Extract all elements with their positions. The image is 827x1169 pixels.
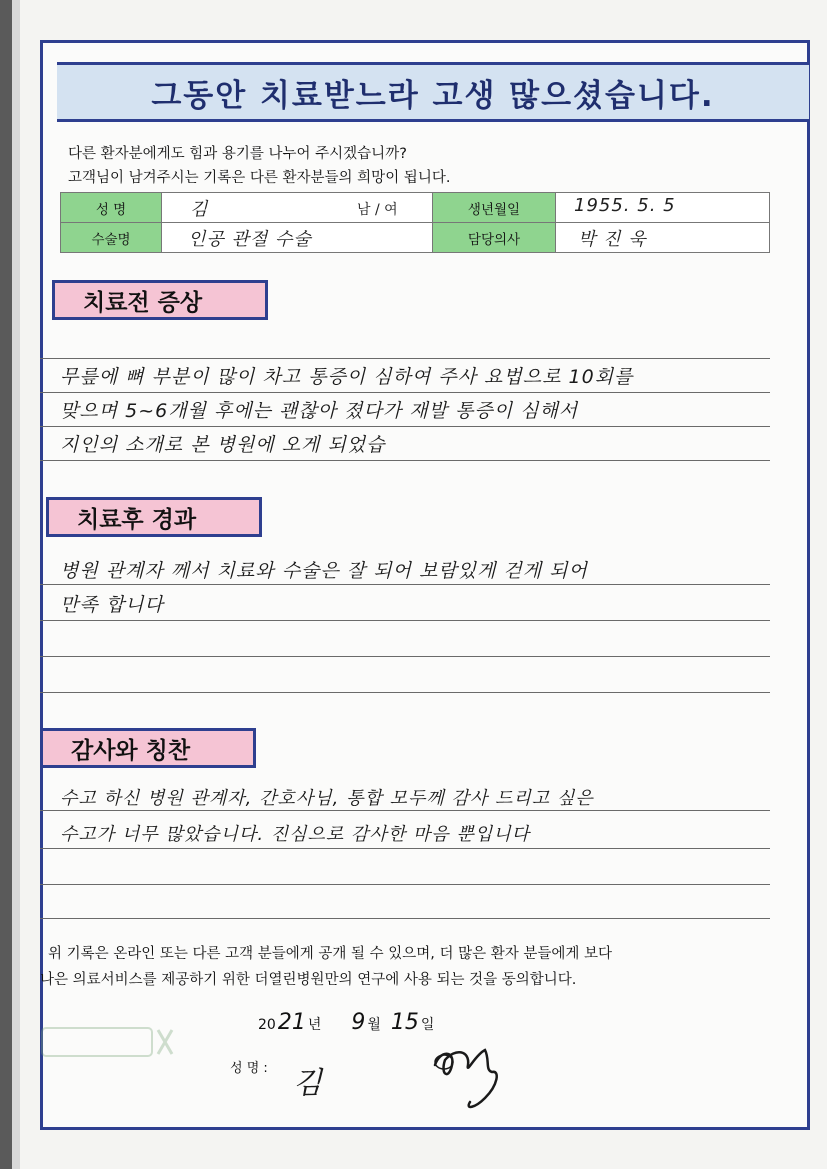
date-year: 21 bbox=[277, 1010, 306, 1035]
surgery-label: 수술명 bbox=[61, 223, 162, 253]
ruled-line bbox=[40, 692, 770, 693]
date-day-label: 일 bbox=[420, 1017, 435, 1033]
ruled-line bbox=[40, 884, 770, 885]
scan-edge bbox=[0, 0, 12, 1169]
section-thanks-title: 감사와 칭찬 bbox=[40, 728, 256, 768]
birth-field bbox=[556, 193, 770, 223]
date-day: 15 bbox=[390, 1010, 419, 1035]
intro-line-2: 고객님이 남겨주시는 기록은 다른 환자분들의 희망이 됩니다. bbox=[68, 170, 451, 186]
date-month-label: 월 bbox=[367, 1017, 381, 1033]
name-value: 김 bbox=[190, 199, 209, 220]
name-field bbox=[162, 193, 433, 223]
before-line-1: 무릎에 뼈 부분이 많이 차고 통증이 심하여 주사 요법으로 10회를 bbox=[60, 366, 634, 388]
surgery-field bbox=[162, 223, 433, 253]
ruled-line bbox=[40, 392, 770, 393]
signature-label: 성 명 : bbox=[230, 1061, 268, 1076]
gender-value: 남 / 여 bbox=[357, 202, 398, 218]
ruled-line bbox=[40, 848, 770, 849]
name-label: 성 명 bbox=[61, 193, 162, 223]
surgery-value: 인공 관절 수술 bbox=[188, 229, 312, 250]
consent-line-1: 위 기록은 온라인 또는 다른 고객 분들에게 공개 될 수 있으며, 더 많은 환자 분들에게 보다 bbox=[48, 946, 612, 962]
ruled-line bbox=[40, 810, 770, 811]
ruled-line bbox=[40, 656, 770, 657]
before-line-2: 맞으며 5~6개월 후에는 괜찮아 졌다가 재발 통증이 심해서 bbox=[60, 400, 579, 422]
after-line-2: 만족 합니다 bbox=[60, 594, 164, 616]
date-month: 9 bbox=[351, 1010, 366, 1035]
before-line-3: 지인의 소개로 본 병원에 오게 되었습 bbox=[60, 434, 386, 456]
date-year-label: 년 bbox=[307, 1017, 322, 1033]
signature-name: 김 bbox=[293, 1066, 322, 1101]
title-banner bbox=[57, 62, 809, 122]
ruled-line bbox=[40, 426, 770, 427]
ruled-line bbox=[40, 918, 770, 919]
ruled-line bbox=[40, 584, 770, 585]
thanks-line-1: 수고 하신 병원 관계자, 간호사님, 통합 모두께 감사 드리고 싶은 bbox=[60, 788, 594, 809]
scan-edge-shadow bbox=[12, 0, 20, 1169]
birth-label: 생년월일 bbox=[433, 193, 556, 223]
doctor-value: 박 진 욱 bbox=[578, 229, 647, 250]
date-year-prefix: 20 bbox=[258, 1017, 276, 1033]
ruled-line bbox=[40, 460, 770, 461]
section-before-title: 치료전 증상 bbox=[52, 280, 268, 320]
consent-date bbox=[258, 1010, 434, 1035]
consent-line-2: 나은 의료서비스를 제공하기 위한 더열린병원만의 연구에 사용 되는 것을 동의합니다. bbox=[40, 972, 577, 988]
doctor-label: 담당의사 bbox=[433, 223, 556, 253]
section-after-title: 치료후 경과 bbox=[46, 497, 262, 537]
after-line-1: 병원 관계자 께서 치료와 수술은 잘 되어 보람있게 걷게 되어 bbox=[60, 560, 588, 582]
thanks-line-2: 수고가 너무 많았습니다. 진심으로 감사한 마음 뿐입니다 bbox=[60, 824, 530, 845]
form-title: 그동안 치료받느라 고생 많으셨습니다. bbox=[151, 77, 715, 114]
doctor-field bbox=[556, 223, 770, 253]
hospital-logo-watermark bbox=[40, 1022, 180, 1062]
handwritten-signature bbox=[430, 1040, 520, 1120]
ruled-line bbox=[40, 358, 770, 359]
intro-line-1: 다른 환자분에게도 힘과 용기를 나누어 주시겠습니까? bbox=[68, 146, 407, 162]
ruled-line bbox=[40, 620, 770, 621]
patient-info-table bbox=[60, 192, 770, 253]
birth-value: 1955. 5. 5 bbox=[574, 195, 676, 216]
